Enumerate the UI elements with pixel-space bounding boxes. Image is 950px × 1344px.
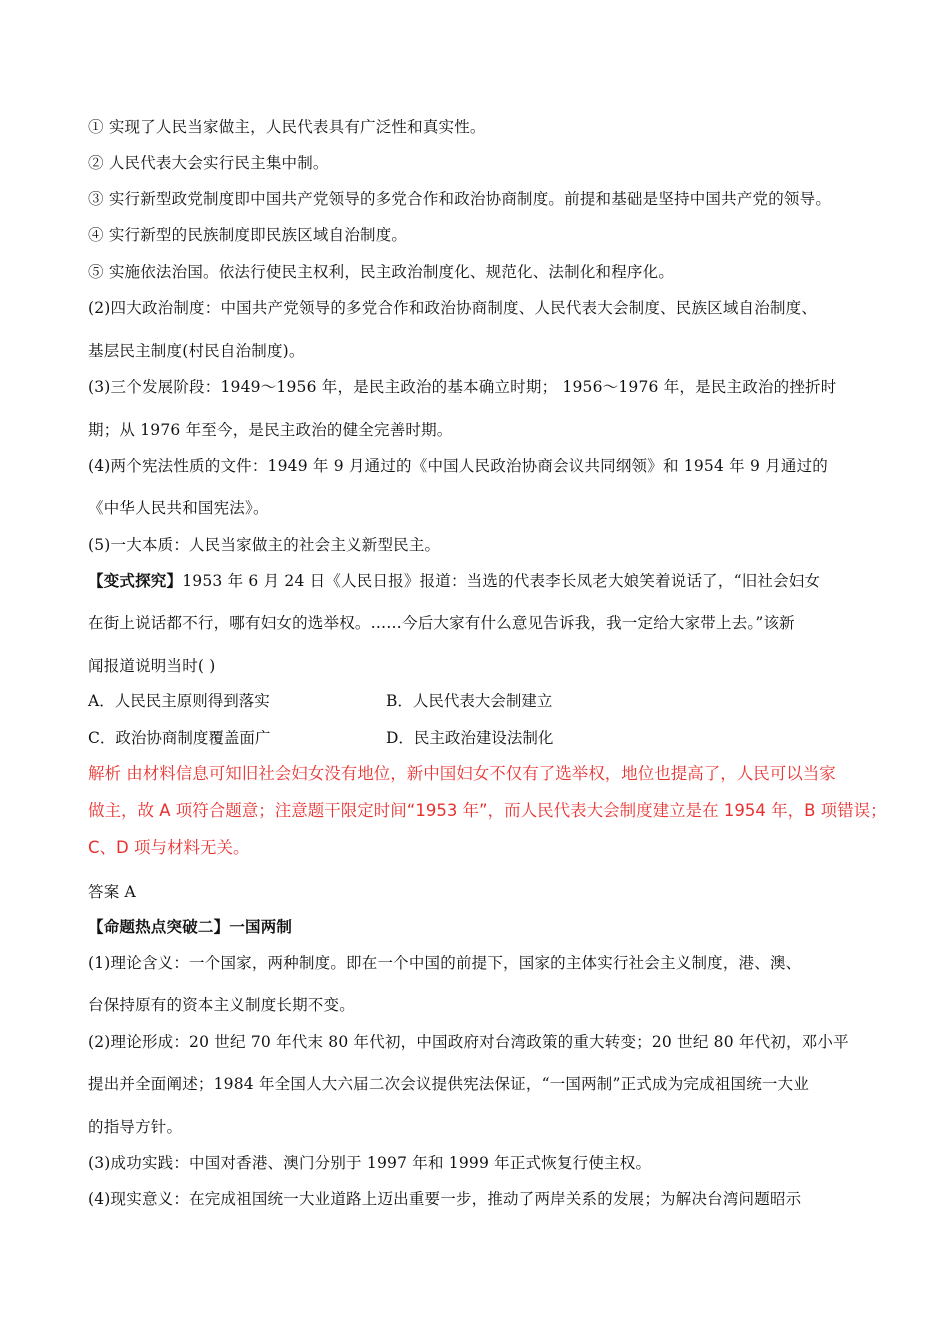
two-documents-line-1: (4)两个宪法性质的文件：1949 年 9 月通过的《中国人民政治协商会议共同纲领》和 1954 年 9 月通过的 [88,457,828,475]
point-2: ② 人民代表大会实行民主集中制。 [88,154,329,172]
practice-line: (3)成功实践：中国对香港、澳门分别于 1997 年和 1999 年正式恢复行使主权。 [88,1154,652,1172]
point-3: ③ 实行新型政党制度即中国共产党领导的多党合作和政治协商制度。前提和基础是坚持中国共产党的领导。 [88,190,832,208]
formation-line-2: 提出并全面阐述；1984 年全国人大六届二次会议提供宪法保证，“一国两制”正式成为完成祖国统一大业 [88,1075,810,1093]
three-stages-line-1: (3)三个发展阶段：1949～1956 年，是民主政治的基本确立时期； 1956～1976 年，是民主政治的挫折时 [88,378,837,396]
analysis-line-2: 做主，故 A 项符合题意；注意题干限定时间“1953 年”，而人民代表大会制度建立是在 1954 年，B 项错误； [88,801,887,820]
question-line-3: 闻报道说明当时( ) [88,657,216,675]
two-documents-line-2: 《中华人民共和国宪法》。 [88,499,269,517]
option-c: C．政治协商制度覆盖面广 [88,729,271,747]
option-a: A．人民民主原则得到落实 [88,692,270,710]
question-text-1: 1953 年 6 月 24 日《人民日报》报道：当选的代表李长凤老大娘笑着说话了，“旧社会妇女 [182,572,821,590]
section-2-heading: 【命题热点突破二】一国两制 [88,917,293,936]
theory-line-2: 台保持原有的资本主义制度长期不变。 [88,996,355,1014]
formation-line-1: (2)理论形成：20 世纪 70 年代末 80 年代初，中国政府对台湾政策的重大转变；20 世纪 80 年代初，邓小平 [88,1033,849,1051]
meaning-line: (4)现实意义：在完成祖国统一大业道路上迈出重要一步，推动了两岸关系的发展；为解决台湾问题昭示 [88,1190,802,1208]
question-line-2: 在街上说话都不行，哪有妇女的选举权。……今后大家有什么意见告诉我，我一定给大家带上去。”该新 [88,614,795,632]
question-line-1 [88,571,820,591]
one-essence: (5)一大本质：人民当家做主的社会主义新型民主。 [88,536,441,554]
answer: 答案 A [88,883,136,901]
point-5: ⑤ 实施依法治国。依法行使民主权利，民主政治制度化、规范化、法制化和程序化。 [88,263,675,281]
analysis-line-1: 解析 由材料信息可知旧社会妇女没有地位，新中国妇女不仅有了选举权，地位也提高了，人民可以当家 [88,764,836,783]
formation-line-3: 的指导方针。 [88,1118,183,1136]
option-d: D．民主政治建设法制化 [386,729,554,747]
analysis-line-3: C、D 项与材料无关。 [88,838,250,857]
theory-line-1: (1)理论含义：一个国家，两种制度。即在一个中国的前提下，国家的主体实行社会主义制度，港、澳、 [88,954,802,972]
four-systems-line-2: 基层民主制度(村民自治制度)。 [88,342,305,360]
question-tag: 【变式探究】 [88,571,183,590]
three-stages-line-2: 期；从 1976 年至今，是民主政治的健全完善时期。 [88,421,453,439]
four-systems-line-1: (2)四大政治制度：中国共产党领导的多党合作和政治协商制度、人民代表大会制度、民族区域自治制度、 [88,299,818,317]
point-4: ④ 实行新型的民族制度即民族区域自治制度。 [88,226,408,244]
point-1: ① 实现了人民当家做主，人民代表具有广泛性和真实性。 [88,118,486,136]
option-b: B．人民代表大会制建立 [386,692,553,710]
